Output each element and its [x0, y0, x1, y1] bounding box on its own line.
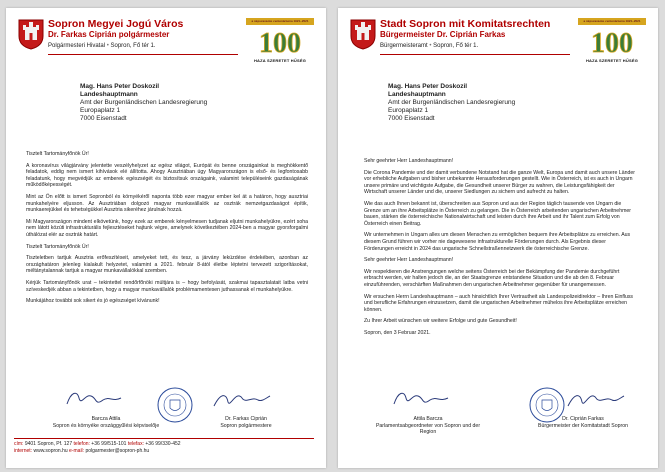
address-label: cím:	[14, 441, 24, 447]
centenary-number	[580, 28, 644, 56]
office-address: Sopron, Fő tér 1.	[110, 43, 156, 49]
header-divider	[380, 54, 570, 55]
signer-barcza	[46, 416, 166, 429]
centenary-number	[248, 28, 312, 56]
paragraph: Tiszteletben tartjuk Ausztria erőfeszítéseit, amelyeket tett, és tesz, a járvány leküzdése érdekében, azonban az országhatáron jelenleg kialakult helyzetet, valamint a 2021. február 8-ától életbe léptetni tervezett szigorításokat, méltánytalannak tartjuk a magyar munkavállalókkal szemben.	[26, 255, 308, 275]
letter-body	[26, 151, 308, 310]
badge-label: HAZA SZERETET HŰSÉG	[585, 58, 639, 63]
recipient-address	[388, 83, 515, 123]
recipient-street: Europaplatz 1	[388, 107, 429, 114]
footer-website-link[interactable]: www.sopron.hu	[33, 448, 68, 454]
footer-email-link[interactable]: polgarmester@sopron-ph.hu	[85, 448, 150, 454]
paragraph: Zu Ihrer Arbeit wünschen wir weitere Erfolge und gute Gesundheit!	[364, 318, 517, 325]
signature-area	[338, 386, 658, 446]
signer-barcza	[368, 416, 488, 436]
paragraph: Mi Magyarországon mindent elkövetünk, hogy ezek az emberek kényelmesen tudjanak eljutni munkahelyükre, ezért soha nem látott közúti infrastrukturális fejlesztéseket hajtunk végre, amelynek következtében 2024-ben a magyar gyorsforgalmi úthálózat elér az osztrák határt.	[26, 218, 308, 238]
paragraph: Wir respektieren die Anstrengungen welche seitens Österreich bei der Bekämpfung der Pandemie durchgeführt erbracht werden, wir halten jedoch die, an der Staatsgrenze entstandene Situation und die ab den 8. Februar einzuführenden, verschärften Maßnahmen den ungarischen Arbeitnehmer gegenüber für unangemessen.	[364, 268, 620, 288]
office-line	[380, 43, 580, 49]
footer-phone: +36 99/515-101	[91, 441, 127, 447]
paragraph: Wir unternehmen in Ungarn alles um diesen Menschen zu ermöglichen bequem ihre Arbeitsplätze zu erreichen. Aus diesem Grund führen wir vorher nie dagewesene infrastrukturelle Förderungen durch. Als Ergebnis dieser Förderungen erreicht in 2024 das ungarische Schnellstraßennetzwerk die österreichische Grenze.	[364, 232, 631, 252]
city-crest-icon	[350, 18, 376, 50]
signature-barcza	[61, 386, 131, 412]
city-name: Sopron Megyei Jogú Város	[48, 18, 184, 30]
paragraph: Wir ersuchen Herrn Landeshauptmann – auch hinsichtlich Ihrer Vertrautheit als Landespolizeidirektor – Ihren Einfluss und berufliche Erfahrungen einzusetzen, damit die ungarischen Arbeitnehmer mühelos ihre Arbeitsplätze erreichen können.	[364, 293, 634, 313]
mayor-title: Bürgermeister Dr. Ciprián Farkas	[380, 30, 506, 39]
greeting: Sehr geehrter Herr Landeshauptmann!	[364, 158, 454, 164]
letter-hungarian	[6, 8, 326, 468]
recipient-title: Landeshauptmann	[388, 91, 446, 98]
signer-name: Attila Barcza	[413, 416, 443, 422]
signature-farkas	[206, 386, 276, 412]
paragraph: Mint az Ön előtt is ismert Sopronból és környékéről naponta több ezer magyar ember kel át a határon, hogy ausztriai munkahelyére eljusson. Az Ausztriában dolgozó magyar munkavállalók az osztrák nemzetgazdaságot építik, munkaerejükkel és tehetségükkel Ausztria sikeréhez járulnak hozzá.	[26, 193, 308, 214]
office-address: Sopron, Fő tér 1.	[433, 43, 479, 49]
city-name: Stadt Sopron mit Komitatsrechten	[380, 18, 551, 30]
badge-number: 100	[591, 28, 633, 56]
paragraph: Tisztelt Tartományfőnök Úr!	[26, 243, 89, 250]
signature-barcza	[388, 386, 458, 412]
letter-german	[338, 8, 658, 468]
letter-footer	[14, 438, 314, 455]
paragraph: Die Corona Pandemie und der damit verbundene Notstand hat die ganze Welt, Europa und damit auch unsere Länder vor erhebliche Aufgaben und bisher unbekannte Herausforderungen gestellt. Wie in Österreich, ist es auch in Ungarn unsere primäre und wichtigste Aufgabe, die Gesundheit unserer Bürger zu wahren, die Leistungsfähigkeit der Wirtschaft unserer Länder und die, unserer Siedlungen zu sichern und aufrecht zu halten.	[364, 169, 635, 196]
recipient-org: Amt der Burgenländischen Landesregierung	[80, 99, 208, 106]
signer-role: Bürgermeister der Komitatstadt Sopron	[538, 422, 628, 429]
letter-body	[364, 158, 636, 341]
email-label: e-mail:	[69, 448, 85, 454]
footer-address: 9401 Sopron, Pf. 127	[24, 441, 73, 447]
separator: •	[429, 43, 434, 49]
badge-number: 100	[259, 28, 301, 56]
centenary-badge	[246, 16, 314, 66]
signer-name: Barcza Attila	[91, 416, 121, 422]
office-line	[48, 43, 248, 49]
recipient-org: Amt der Burgenländischen Landesregierung	[388, 99, 516, 106]
signer-role: Parlamentsabgeordneter von Sopron und der Region	[375, 422, 481, 436]
signer-role: Sopron és környéke országgyűlési képviselője	[52, 422, 160, 429]
recipient-name: Mag. Hans Peter Doskozil	[388, 83, 468, 90]
recipient-city: 7000 Eisenstadt	[80, 115, 127, 122]
fax-label: telefax:	[127, 441, 144, 447]
recipient-city: 7000 Eisenstadt	[388, 115, 435, 122]
city-crest-icon	[18, 18, 44, 50]
paragraph: Munkájához további sok sikert és jó egészséget kívánunk!	[26, 298, 160, 305]
office-name: Bürgermeisteramt	[380, 43, 428, 49]
phone-label: telefon:	[73, 441, 90, 447]
signer-farkas	[186, 416, 306, 429]
badge-label: HAZA SZERETET HŰSÉG	[253, 58, 307, 63]
date-line: Sopron, den 3 Februar 2021.	[364, 329, 431, 336]
internet-label: internet:	[14, 448, 33, 454]
signer-name: Dr. Ciprián Farkas	[562, 416, 604, 422]
paragraph: A koronavírus világjárvány jelentette veszélyhelyzet az egész világot, Európát és benne országainkat is meghökkentő feladatok, eddig nem ismert kihívások elé állította. Ahogy Ausztriában úgy Magyarországon is első- és legfontosabb feladatunk, hogy megvédjük az emberek egészségét és biztosítsuk országaink, valamint településeink gazdaságának működőképességét.	[26, 162, 308, 189]
greeting: Tisztelt Tartományfőnök Úr!	[26, 151, 89, 157]
signer-farkas	[523, 416, 643, 429]
paragraph: Sehr geehrter Herr Landeshauptmann!	[364, 257, 454, 264]
badge-band-text: a népszavazás centenáriuma 1921–2021	[251, 19, 309, 23]
centenary-badge	[578, 16, 646, 66]
mayor-title: Dr. Farkas Ciprián polgármester	[48, 30, 170, 39]
signer-name: Dr. Farkas Ciprián	[225, 416, 267, 422]
paragraph: Kérjük Tartományfőnök urat – tekintettel rendőrfőnöki múltjára is – hogy befolyását, szakmai tapasztalatait latba vetni szíveskedjék abban a tekintetben, hogy a magyar munkavállalók problémamentesen juthassanak el munkahelyükre.	[26, 279, 308, 293]
signer-role: Sopron polgármestere	[220, 422, 272, 429]
recipient-title: Landeshauptmann	[80, 91, 138, 98]
separator: •	[106, 43, 111, 49]
recipient-address	[80, 83, 207, 123]
recipient-name: Mag. Hans Peter Doskozil	[80, 83, 160, 90]
recipient-street: Europaplatz 1	[80, 107, 121, 114]
badge-band-text: a népszavazás centenáriuma 1921–2021	[583, 19, 641, 23]
footer-fax: +36 99/330-452	[145, 441, 181, 447]
office-name: Polgármesteri Hivatal	[48, 43, 106, 49]
paragraph: Wie das auch Ihnen bekannt ist, überschreiten aus Sopron und aus der Region täglich tausende von Ungarn die Grenze um an ihre Arbeitsplätze in Österreich zu gelangen. Die in Österreich arbeitenden ungarischen Arbeitnehmer bauen, stärken die österreichische Nationalwirtschaft und leisten durch ihre Arbeit und ihr Talent zum Erfolg von Österreich einen Beitrag.	[364, 200, 632, 227]
footer-web-line	[14, 448, 314, 455]
signature-farkas	[560, 386, 630, 412]
footer-contact-line	[14, 441, 314, 448]
signature-area	[6, 386, 326, 446]
header-divider	[48, 54, 238, 55]
